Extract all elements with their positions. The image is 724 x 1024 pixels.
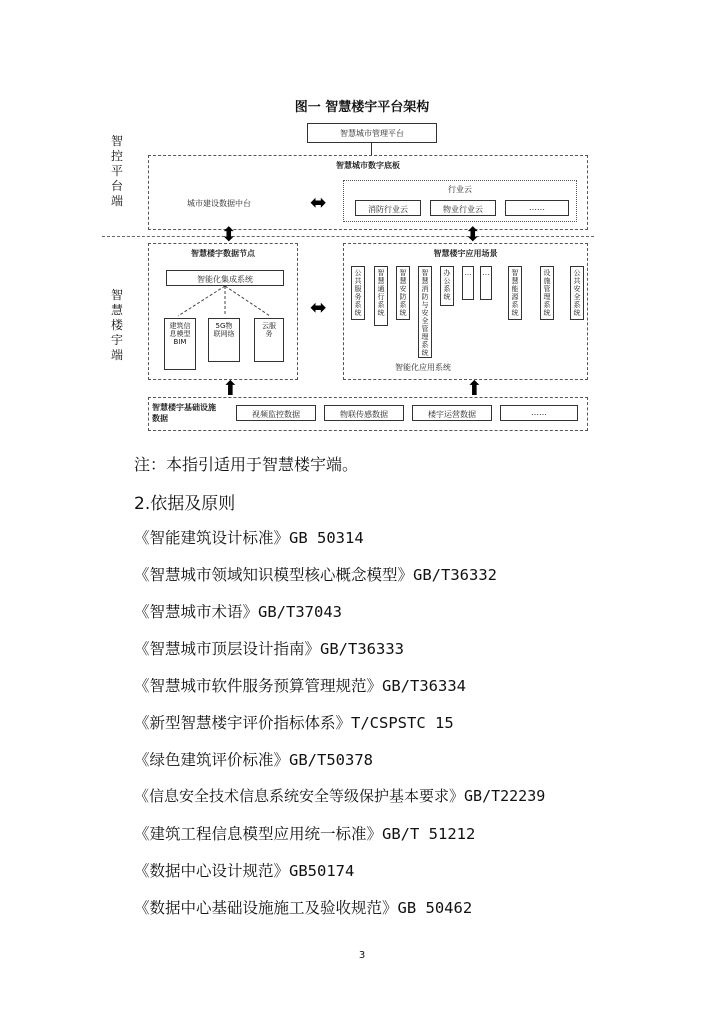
scenario-box <box>418 266 432 358</box>
network-box <box>208 318 240 362</box>
scenario-box <box>480 266 492 300</box>
city-data-center-label: 城市建设数据中台 <box>187 199 251 208</box>
reference-item: 《新型智慧楼宇评价指标体系》T/CSPSTC 15 <box>134 714 454 732</box>
bidirectional-arrow-icon: ⬌ <box>310 295 327 319</box>
scenario-label: 智慧通行系统 <box>377 269 385 317</box>
cloud-service-box <box>254 318 284 362</box>
infra-label: 视频监控数据 <box>252 410 300 419</box>
infra-label: …… <box>531 408 547 417</box>
fire-cloud-box <box>355 200 421 216</box>
scenario-label: 智慧消防与安全管理系统 <box>421 269 429 357</box>
scenario-label: … <box>464 269 472 277</box>
side-label-building: 智慧楼宇端 <box>110 288 123 362</box>
data-node-label: 智慧楼宇数据节点 <box>191 249 255 258</box>
industry-cloud-label: 行业云 <box>448 185 472 194</box>
tree-connector <box>160 286 290 320</box>
infrastructure-label: 智慧楼宇基础设施数据 <box>152 403 216 423</box>
intelligent-system-box <box>166 270 284 286</box>
figure-note: 注：本指引适用于智慧楼宇端。 <box>134 455 359 474</box>
vertical-arrow-icon: ⬌ <box>217 225 242 243</box>
scenario-label: 公共安全系统 <box>573 269 581 317</box>
section-heading: 2.依据及原则 <box>134 494 236 514</box>
scenario-label: 公共服务系统 <box>354 269 362 317</box>
reference-item: 《建筑工程信息模型应用统一标准》GB/T 51212 <box>134 825 476 843</box>
cloud-more-label: …… <box>529 203 545 212</box>
figure-title: 图一 智慧楼宇平台架构 <box>294 100 430 115</box>
reference-item: 《数据中心基础设施施工及验收规范》GB 50462 <box>134 899 473 917</box>
scenario-label: 智慧能源系统 <box>511 269 519 317</box>
cloud-more-box <box>505 200 569 216</box>
city-management-platform <box>307 123 437 143</box>
scenario-box <box>374 266 388 326</box>
scenario-box <box>396 266 410 320</box>
side-label-platform: 智控平台端 <box>110 134 123 208</box>
infra-label: 物联传感数据 <box>340 410 388 419</box>
scenario-box <box>540 266 554 320</box>
up-arrow-icon: ⬆ <box>466 376 483 400</box>
reference-item: 《智慧城市术语》GB/T37043 <box>134 603 342 621</box>
vertical-arrow-icon: ⬌ <box>461 225 486 243</box>
bim-label: 建筑信息模型BIM <box>169 322 191 346</box>
digital-base-label: 智慧城市数字底板 <box>336 161 400 170</box>
reference-item: 《智慧城市软件服务预算管理规范》GB/T36334 <box>134 677 466 695</box>
scenario-box <box>508 266 522 320</box>
reference-item: 《智慧城市领域知识模型核心概念模型》GB/T36332 <box>134 566 497 584</box>
fire-cloud-label: 消防行业云 <box>368 205 408 214</box>
infra-box <box>412 405 492 421</box>
reference-item: 《绿色建筑评价标准》GB/T50378 <box>134 751 373 769</box>
scenario-label: 办公系统 <box>443 269 451 301</box>
infra-label: 楼宇运营数据 <box>428 410 476 419</box>
scenario-box <box>570 266 584 320</box>
bidirectional-arrow-icon: ⬌ <box>310 190 327 214</box>
scenario-label: … <box>482 269 490 277</box>
scenario-box <box>440 266 454 306</box>
up-arrow-icon: ⬆ <box>222 376 239 400</box>
app-scenarios-label: 智慧楼宇应用场景 <box>433 249 498 258</box>
intelligent-system-label: 智能化集成系统 <box>197 275 253 284</box>
infra-box <box>324 405 404 421</box>
connector-line <box>371 143 372 155</box>
reference-item: 《信息安全技术信息系统安全等级保护基本要求》GB/T22239 <box>134 787 546 805</box>
scenario-box <box>462 266 474 300</box>
section-divider <box>102 236 594 237</box>
network-label: 5G物联网络 <box>213 322 235 338</box>
scenario-box <box>351 266 365 320</box>
city-management-platform-label: 智慧城市管理平台 <box>340 129 404 138</box>
property-cloud-label: 物业行业云 <box>443 205 483 214</box>
cloud-service-label: 云服务 <box>262 322 276 338</box>
infra-box <box>500 405 578 421</box>
scenario-label: 智慧安防系统 <box>399 269 407 317</box>
reference-item: 《智能建筑设计标准》GB 50314 <box>134 529 364 547</box>
reference-item: 《智慧城市顶层设计指南》GB/T36333 <box>134 640 404 658</box>
scenario-label: 设施管理系统 <box>543 269 551 317</box>
property-cloud-box <box>430 200 496 216</box>
reference-item: 《数据中心设计规范》GB50174 <box>134 862 355 880</box>
infra-box <box>236 405 316 421</box>
page-number: 3 <box>358 950 366 961</box>
bim-box <box>164 318 196 370</box>
bottom-system-label: 智能化应用系统 <box>395 363 451 372</box>
